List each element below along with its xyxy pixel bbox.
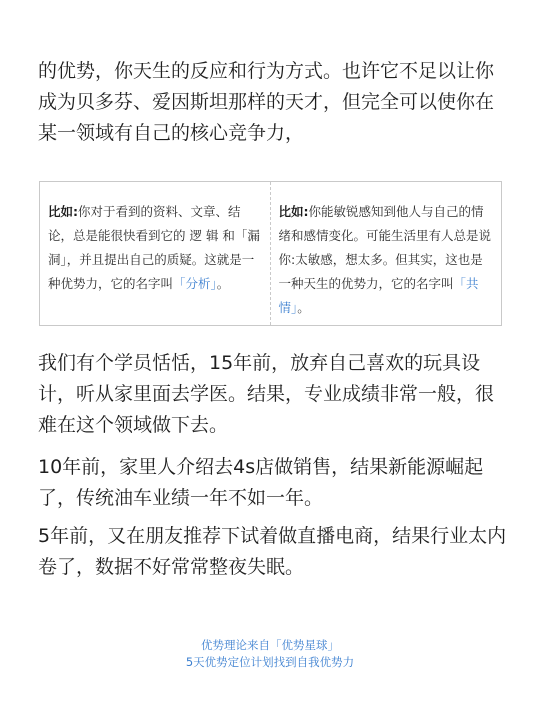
intro-paragraph: 的优势，你天生的反应和行为方式。也许它不足以让你成为贝多芬、爱因斯坦那样的天才，但完全可以使你在某一领域有自己的核心竞争力， <box>38 60 495 144</box>
cell-end-punct: 。 <box>216 276 230 291</box>
comparison-cell-analysis <box>40 182 271 325</box>
comparison-table <box>39 181 502 326</box>
cell-lead-label: 比如: <box>48 204 78 219</box>
cell-end-punct: 。 <box>297 300 310 315</box>
cell-body-text: 你对于看到的资料、文章、结论，总是能很快看到它的 逻 辑 和「漏洞」，并且提出自己的质疑。这就是一种优势力，它的名字叫 <box>48 204 260 291</box>
footer-line-source: 优势理论来自「优势星球」 <box>201 638 339 652</box>
story-paragraph-2: 10年前，家里人介绍去4s店做销售，结果新能源崛起了，传统油车业绩一年不如一年。 <box>38 456 484 509</box>
footer-line-program: 5天优势定位计划找到自我优势力 <box>185 655 355 669</box>
comparison-cell-empathy <box>271 182 502 325</box>
story-paragraph-3: 5年前，又在朋友推荐下试着做直播电商，结果行业太内卷了，数据不好常常整夜失眠。 <box>38 525 507 578</box>
footer-credit <box>0 637 540 671</box>
cell-lead-label: 比如: <box>278 204 309 219</box>
strength-name-analysis: 「分析」 <box>173 276 217 291</box>
cell-body-text: 你能敏锐感知到他人与自己的情绪和感情变化。可能生活里有人总是说你:太敏感，想太多。但其实，这也是一种天生的优势力，它的名字叫 <box>278 204 492 291</box>
story-paragraph-1: 我们有个学员恬恬，15年前，放弃自己喜欢的玩具设计，听从家里面去学医。结果，专业成绩非常一般，很难在这个领域做下去。 <box>38 352 495 436</box>
strength-name-empathy: 「共情」 <box>278 276 479 315</box>
